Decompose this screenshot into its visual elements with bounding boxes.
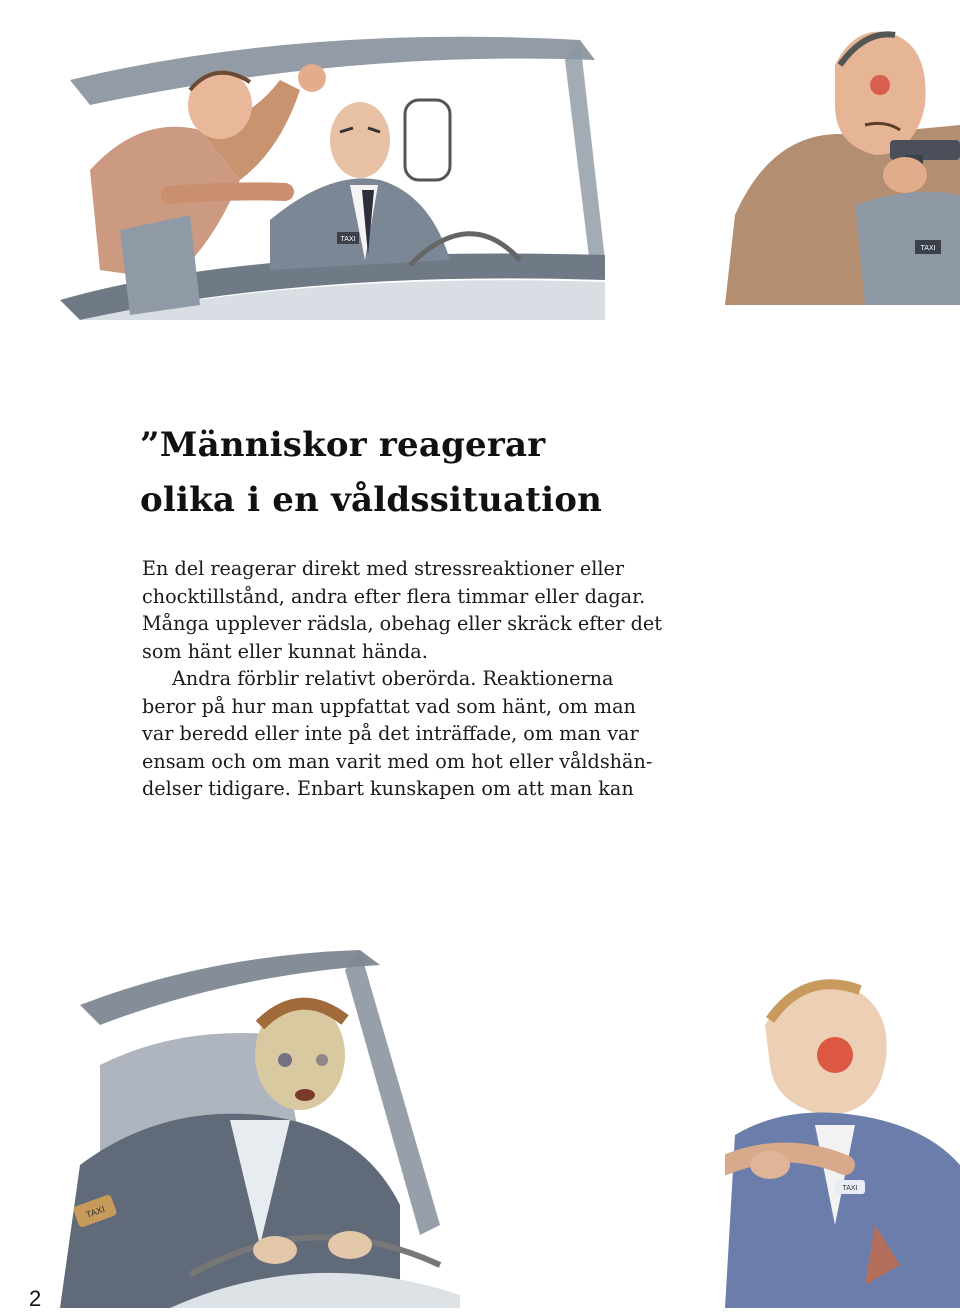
body-line: var beredd eller inte på det inträffade, om man var xyxy=(142,722,639,745)
svg-text:TAXI: TAXI xyxy=(920,245,936,252)
body-line-indented: Andra förblir relativt oberörda. Reaktionerna xyxy=(172,667,614,690)
illustration-robber-with-gun xyxy=(715,5,960,305)
illustration-injured-driver xyxy=(725,965,960,1308)
page-number: 2 xyxy=(29,1286,42,1311)
svg-text:TAXI: TAXI xyxy=(842,1185,858,1192)
illustration-angry-passenger xyxy=(50,20,610,320)
body-line: ensam och om man varit med om hot eller våldshän- xyxy=(142,749,653,773)
body-line: som hänt eller kunnat hända. xyxy=(142,639,428,663)
body-line: delser tidigare. Enbart kunskapen om att man kan xyxy=(142,777,634,800)
illustration-scared-driver xyxy=(60,945,510,1308)
heading-line-1: ”Människor reagerar xyxy=(140,425,546,465)
svg-text:TAXI: TAXI xyxy=(340,236,356,243)
body-line: beror på hur man uppfattat vad som hänt, om man xyxy=(142,694,636,718)
heading-line-2: olika i en våldssituation xyxy=(140,480,603,520)
body-line: Många upplever rädsla, obehag eller skräck efter det xyxy=(142,612,662,635)
body-line: chocktillstånd, andra efter flera timmar eller dagar. xyxy=(142,584,646,608)
svg-text:TAXI: TAXI xyxy=(84,1203,107,1220)
page-heading xyxy=(140,418,780,528)
body-line: En del reagerar direkt med stressreaktioner eller xyxy=(142,557,625,580)
body-paragraph xyxy=(142,555,782,803)
